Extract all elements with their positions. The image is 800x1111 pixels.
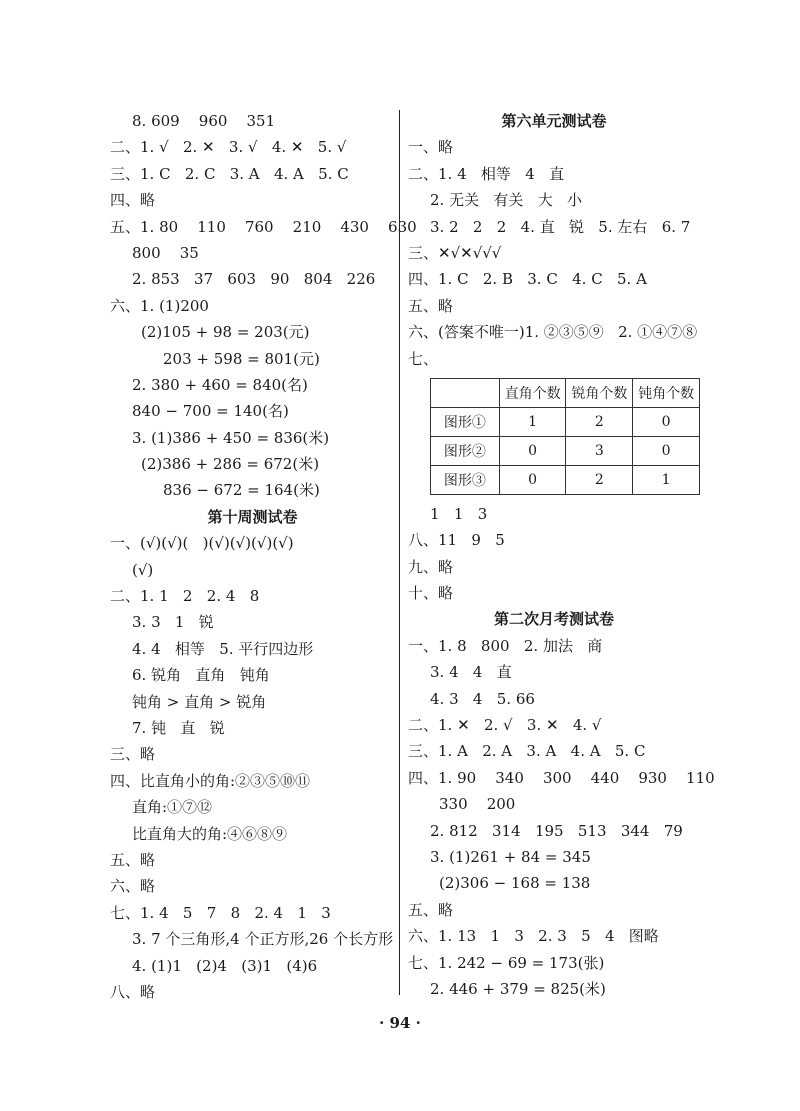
answer-line: 一、1. 8 800 2. 加法 商 [408, 636, 603, 655]
table-cell: 图形③ [431, 465, 500, 494]
answer-line: (2)386 + 286 = 672(米) [141, 455, 320, 474]
answer-line: 3. (1)386 + 450 = 836(米) [132, 428, 330, 447]
section-heading: 第六单元测试卷 [501, 112, 607, 130]
answer-line: 2. 853 37 603 90 804 226 [132, 270, 376, 289]
table-cell: 0 [499, 436, 566, 465]
right-column [408, 108, 715, 1002]
table-header-cell [431, 378, 500, 407]
answer-line: 330 200 [439, 795, 516, 814]
answer-line: 6. 锐角 直角 钝角 [132, 666, 270, 685]
table-cell: 图形② [431, 436, 500, 465]
answer-line: 七、1. 242 − 69 = 173(张) [408, 953, 605, 972]
answer-line: 3. (1)261 + 84 = 345 [430, 847, 591, 866]
answer-line: (2)105 + 98 = 203(元) [141, 323, 310, 342]
answer-line: 一、略 [408, 138, 454, 157]
answer-line: 八、略 [110, 982, 156, 1001]
answer-line: 五、略 [408, 296, 454, 315]
table-header-cell: 钝角个数 [633, 378, 700, 407]
right-top-section [408, 108, 700, 372]
table-cell: 0 [633, 436, 700, 465]
answer-line: (2)306 − 168 = 138 [439, 874, 591, 893]
answer-line: 2. 446 + 379 = 825(米) [430, 979, 606, 998]
answer-line: 二、1. 4 相等 4 直 [408, 164, 565, 183]
table-cell: 0 [633, 407, 700, 436]
answer-line: 2. 380 + 460 = 840(名) [132, 375, 308, 394]
answer-line: 比直角大的角:④⑥⑧⑨ [132, 824, 288, 843]
answer-line: 3. 4 4 直 [430, 663, 512, 682]
answer-line: 二、1. √ 2. ✕ 3. √ 4. ✕ 5. √ [110, 138, 347, 157]
answer-line: 六、1. 13 1 3 2. 3 5 4 图略 [408, 927, 659, 946]
table-cell: 1 [633, 465, 700, 494]
answer-line: 四、1. C 2. B 3. C 4. C 5. A [408, 270, 647, 289]
answer-line: 六、略 [110, 877, 156, 896]
answer-line: 四、比直角小的角:②③⑤⑩⑪ [110, 771, 311, 790]
table-cell: 2 [566, 465, 633, 494]
answer-line: 3. 7 个三角形,4 个正方形,26 个长方形 [132, 930, 394, 949]
answer-line: 五、略 [408, 900, 454, 919]
answer-line: 840 − 700 = 140(名) [132, 402, 289, 421]
answer-line: 六、1. (1)200 [110, 296, 209, 315]
table-header-cell: 锐角个数 [566, 378, 633, 407]
answer-line: 8. 609 960 351 [132, 112, 276, 130]
section-heading: 第十周测试卷 [207, 507, 298, 526]
table-cell: 2 [566, 407, 633, 436]
answer-line: 4. 4 相等 5. 平行四边形 [132, 639, 314, 658]
answer-line: 3. 2 2 2 4. 直 锐 5. 左右 6. 7 [430, 217, 691, 236]
answer-line: 九、略 [408, 557, 454, 576]
answer-line: 三、略 [110, 745, 156, 764]
section-heading: 第二次月考测试卷 [493, 610, 614, 629]
answer-line: 钝角 > 直角 > 锐角 [132, 692, 267, 711]
answer-line: 七、 [408, 349, 439, 368]
answer-line: 7. 钝 直 锐 [132, 718, 225, 737]
page-number: · 94 · [379, 1014, 421, 1032]
table-cell: 1 [499, 407, 566, 436]
column-divider [399, 110, 400, 995]
table-row [431, 436, 700, 465]
answer-line: 三、✕√✕√√√ [408, 243, 502, 262]
answer-line: 二、1. 1 2 2. 4 8 [110, 587, 260, 606]
table-cell: 0 [499, 465, 566, 494]
table-header-row [431, 378, 700, 407]
answer-line: 三、1. C 2. C 3. A 4. A 5. C [110, 164, 349, 183]
answer-line: 六、(答案不唯一)1. ②③⑤⑨ 2. ①④⑦⑧ [408, 323, 698, 342]
answer-line: 四、1. 90 340 300 440 930 110 [408, 768, 715, 787]
right-bottom-section [408, 501, 715, 1002]
answer-line: 4. 3 4 5. 66 [430, 689, 535, 708]
table-cell: 图形① [431, 407, 500, 436]
answer-line: 203 + 598 = 801(元) [163, 349, 320, 368]
answer-line: 三、1. A 2. A 3. A 4. A 5. C [408, 742, 646, 761]
answer-line: 四、略 [110, 191, 156, 210]
table-cell: 3 [566, 436, 633, 465]
answer-line: 2. 812 314 195 513 344 79 [430, 821, 683, 840]
answer-line: 836 − 672 = 164(米) [163, 481, 320, 500]
answer-line: 八、11 9 5 [408, 531, 505, 550]
answer-line: 十、略 [408, 584, 454, 603]
table-row [431, 407, 700, 436]
answer-line: 2. 无关 有关 大 小 [430, 191, 582, 210]
answer-line: 二、1. ✕ 2. √ 3. ✕ 4. √ [408, 716, 602, 735]
table-row [431, 465, 700, 494]
answer-line: 五、略 [110, 850, 156, 869]
answer-line: (√) [132, 560, 154, 579]
angle-count-table [430, 378, 700, 495]
table-header-cell: 直角个数 [499, 378, 566, 407]
answer-line: 3. 3 1 锐 [132, 613, 214, 632]
left-column [110, 108, 417, 1005]
answer-line: 800 35 [132, 243, 199, 262]
answer-line: 4. (1)1 (2)4 (3)1 (4)6 [132, 956, 318, 975]
answer-line: 1 1 3 [430, 504, 488, 523]
answer-line: 直角:①⑦⑫ [132, 798, 213, 817]
answer-line: 七、1. 4 5 7 8 2. 4 1 3 [110, 903, 331, 922]
answer-line: 五、1. 80 110 760 210 430 630 [110, 217, 417, 236]
answer-line: 一、(√)(√)( )(√)(√)(√)(√) [110, 534, 294, 553]
